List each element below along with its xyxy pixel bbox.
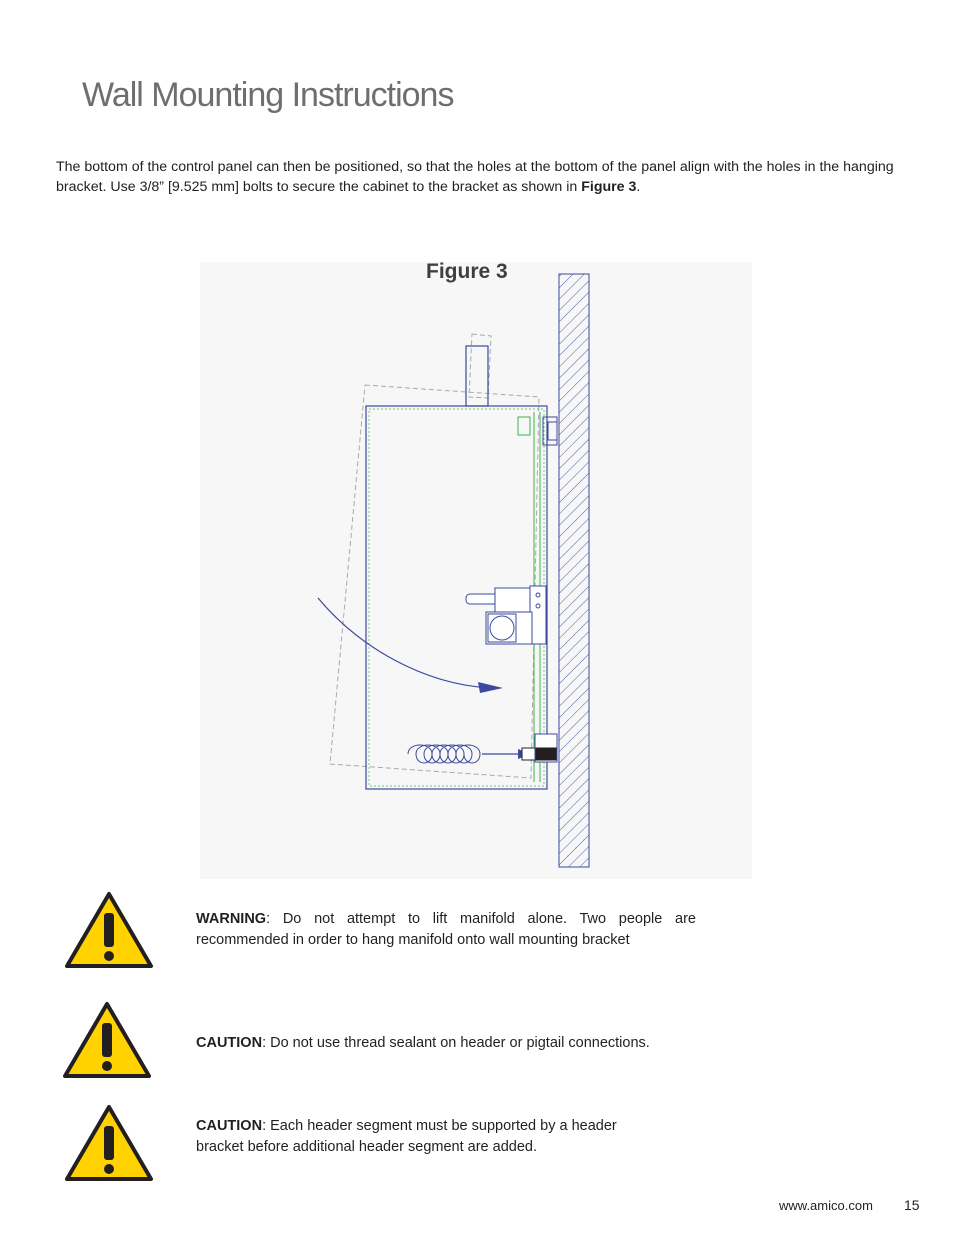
notice-label: CAUTION bbox=[196, 1035, 263, 1051]
bottom-bolt bbox=[522, 734, 557, 762]
figure-reference: Figure 3 bbox=[581, 179, 637, 195]
figure-caption: Figure 3 bbox=[426, 260, 508, 283]
warning-triangle-icon bbox=[64, 1104, 154, 1182]
notice-text: : Do not use thread sealant on header or pigtail connections. bbox=[262, 1035, 650, 1051]
page-title: Wall Mounting Instructions bbox=[82, 76, 454, 114]
warning-triangle-icon bbox=[62, 1001, 152, 1079]
ghost-cabinet bbox=[330, 334, 539, 778]
bolt-coil bbox=[408, 745, 518, 763]
latch-assembly bbox=[466, 586, 546, 644]
intro-paragraph bbox=[56, 157, 916, 197]
page-number: 15 bbox=[904, 1197, 920, 1213]
footer-url[interactable]: www.amico.com bbox=[779, 1198, 873, 1213]
notice-text: : Do not attempt to lift manifold alone. Two people are recommended in order to hang manifold onto wall mounting bracket bbox=[196, 911, 696, 948]
intro-text-end: . bbox=[636, 179, 641, 195]
caution-notice-sealant bbox=[196, 1033, 716, 1054]
rotation-arrowhead bbox=[478, 682, 503, 693]
notice-label: CAUTION bbox=[196, 1118, 263, 1134]
warning-triangle-icon bbox=[64, 891, 154, 969]
intro-text: The bottom of the control panel can then be positioned, so that the holes at the bottom of the panel align with the holes in the hanging bracket. Use 3/8” [9.525 mm] bolts to secure the cabinet to the bracket as shown in bbox=[56, 159, 894, 195]
notice-text: : Each header segment must be supported by a header bracket before additional header segment are added. bbox=[196, 1118, 617, 1155]
warning-notice bbox=[196, 909, 696, 951]
wall-hatched bbox=[559, 274, 589, 867]
notice-label: WARNING bbox=[196, 911, 267, 927]
top-bracket bbox=[518, 417, 557, 445]
caution-notice-header bbox=[196, 1116, 666, 1158]
mounting-diagram bbox=[200, 262, 752, 879]
cabinet bbox=[366, 346, 547, 789]
rotation-arrow bbox=[318, 598, 490, 688]
